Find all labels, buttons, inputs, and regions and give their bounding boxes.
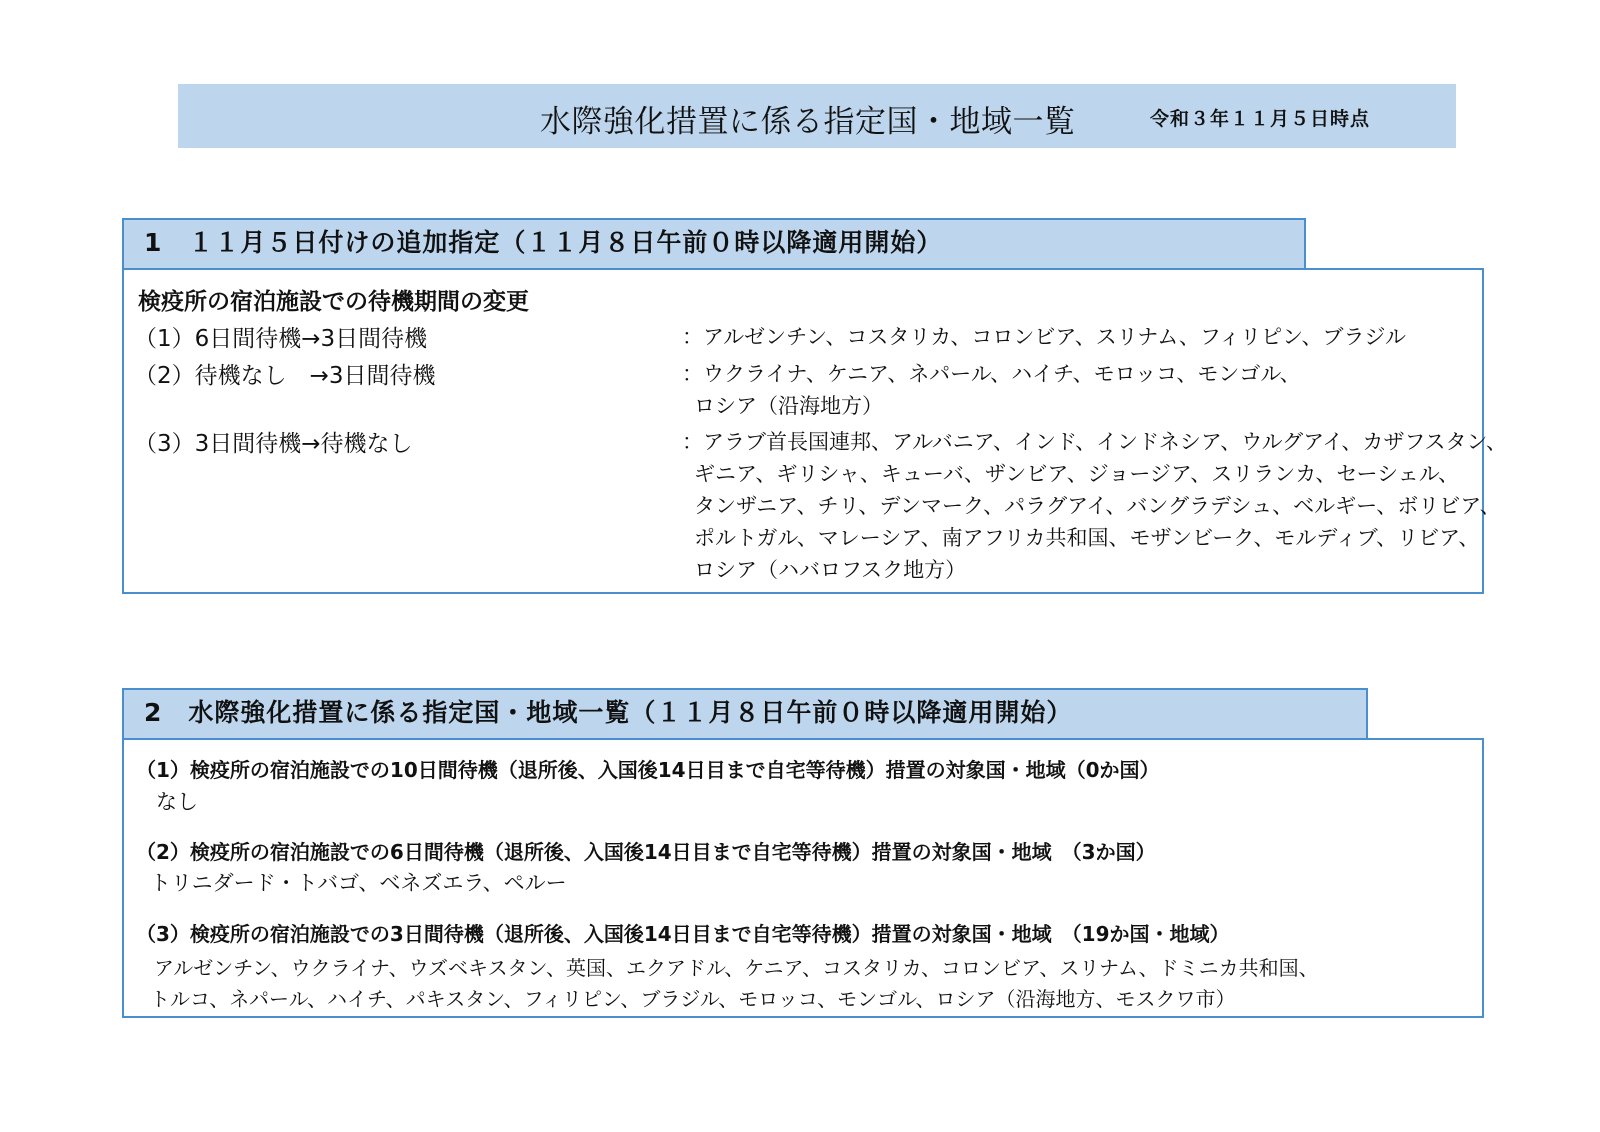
- section-2-heading: 2 水際強化措置に係る指定国・地域一覧（１１月８日午前０時以降適用開始）: [122, 688, 1368, 740]
- change-3-countries-line-4: ポルトガル、マレーシア、南アフリカ共和国、モザンビーク、モルディブ、リビア、: [694, 526, 1480, 550]
- change-3-countries-line-2: ギニア、ギリシャ、キューバ、ザンビア、ジョージア、スリランカ、セーシェル、: [694, 462, 1460, 486]
- change-2-countries-line-1: ：ウクライナ、ケニア、ネパール、ハイチ、モロッコ、モンゴル、: [682, 362, 1301, 386]
- group-3-countries-line-1: アルゼンチン、ウクライナ、ウズベキスタン、英国、エクアドル、ケニア、コスタリカ、コロンビア、スリナム、ドミニカ共和国、: [154, 956, 1319, 980]
- group-2-countries: トリニダード・トバゴ、ベネズエラ、ペルー: [150, 871, 567, 895]
- change-1-label: （1）6日間待機→3日間待機: [134, 326, 428, 352]
- group-1-title: （1）検疫所の宿泊施設での10日間待機（退所後、入国後14日目まで自宅等待機）措置の対象国・地域（0か国）: [136, 758, 1160, 782]
- change-3-countries-line-5: ロシア（ハバロフスク地方）: [694, 558, 967, 582]
- change-1-countries-line-1: ：アルゼンチン、コスタリカ、コロンビア、スリナム、フィリピン、ブラジル: [682, 325, 1406, 349]
- group-3-countries-line-2: トルコ、ネパール、ハイチ、パキスタン、フィリピン、ブラジル、モロッコ、モンゴル、ロシア（沿海地方、モスクワ市）: [150, 987, 1236, 1011]
- section-1-heading: 1 １１月５日付けの追加指定（１１月８日午前０時以降適用開始）: [122, 218, 1306, 270]
- change-3-countries-line-3: タンザニア、チリ、デンマーク、パラグアイ、バングラデシュ、ベルギー、ボリビア、: [694, 494, 1501, 518]
- change-2-label: （2）待機なし →3日間待機: [134, 363, 436, 389]
- as-of-date: 令和３年１１月５日時点: [1150, 108, 1371, 130]
- section-1-subheading: 検疫所の宿泊施設での待機期間の変更: [138, 289, 529, 315]
- change-3-label: （3）3日間待機→待機なし: [134, 431, 413, 457]
- group-3-title: （3）検疫所の宿泊施設での3日間待機（退所後、入国後14日目まで自宅等待機）措置の対象国・地域 （19か国・地域）: [136, 922, 1230, 946]
- group-2-title: （2）検疫所の宿泊施設での6日間待機（退所後、入国後14日目まで自宅等待機）措置の対象国・地域 （3か国）: [136, 840, 1156, 864]
- change-2-countries-line-2: ロシア（沿海地方）: [694, 394, 883, 418]
- group-1-countries: なし: [156, 790, 198, 814]
- change-3-countries-line-1: ：アラブ首長国連邦、アルバニア、インド、インドネシア、ウルグアイ、カザフスタン、: [682, 430, 1507, 454]
- page-title: 水際強化措置に係る指定国・地域一覧: [540, 104, 1076, 140]
